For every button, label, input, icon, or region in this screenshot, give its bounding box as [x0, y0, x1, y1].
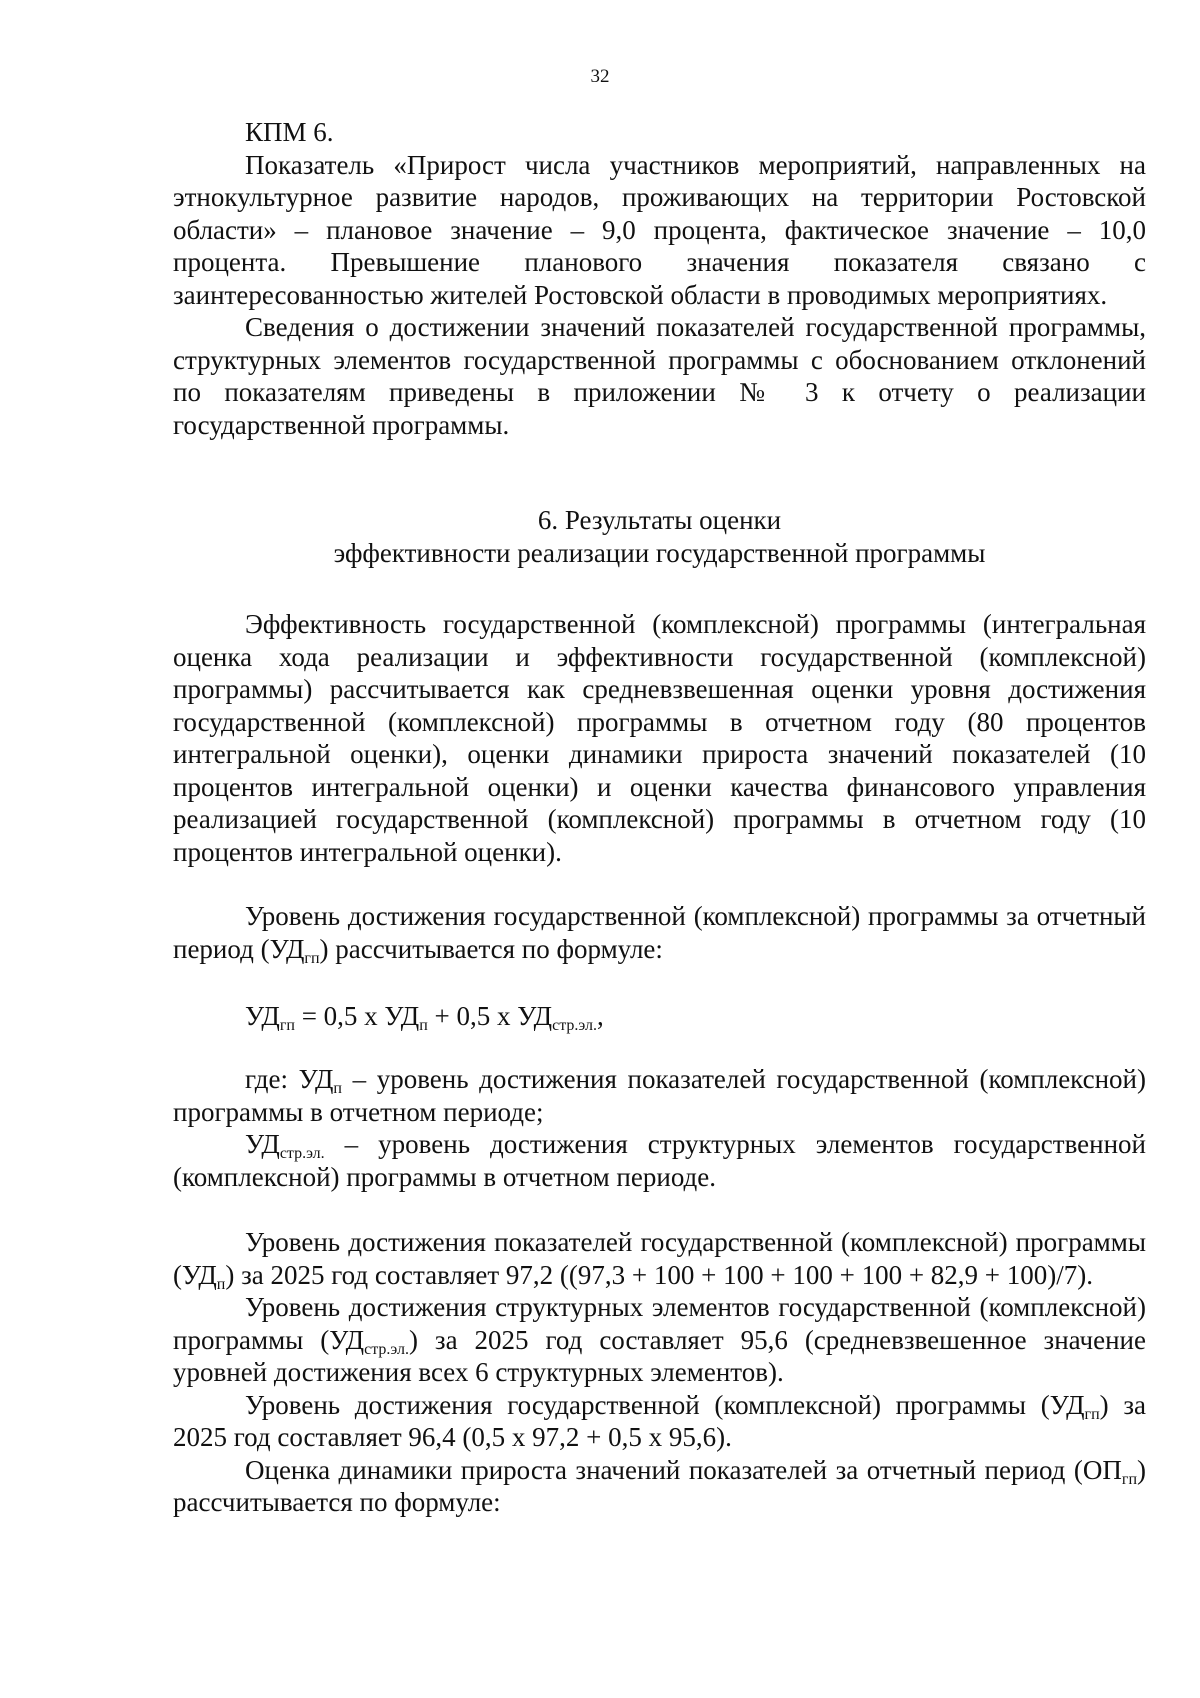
section-heading-line1: 6. Результаты оценки: [537, 505, 782, 535]
formula-part-a: УД: [245, 1001, 280, 1031]
where-sub-p: п: [333, 1080, 342, 1097]
kpm-block: [173, 116, 1146, 441]
ud-intro-text-a: Уровень достижения государственной (комплексной) программы за отчетный период (УД: [173, 901, 1146, 964]
efficiency-block: [173, 608, 1146, 868]
udgp-text-b: ) за 2025 год составляет 96,4 (0,5 х 97,2 + 0,5 х 95,6).: [173, 1389, 1147, 1452]
where-udp-paragraph: [173, 1063, 1146, 1128]
uds-text-a: Уровень достижения структурных элементов государственной (комплексной) программы (УД: [173, 1292, 1146, 1355]
udp-text-a: Уровень достижения показателей государственной (комплексной) программы (УД: [173, 1227, 1146, 1290]
formula-sub-p: п: [419, 1017, 428, 1034]
kpm-paragraph: Показатель «Прирост числа участников мероприятий, направленных на этнокультурное развитие народов, проживающих на территории Ростовской области» – плановое значение – 9,0 процента, фактическое значение – 10,0 процента. Превышение планового значения показателя связано с заинтересованностью жителей Ростовской области в проводимых мероприятиях.: [173, 149, 1146, 310]
where2-sub-strel: стр.эл.: [279, 1145, 325, 1162]
where-text-b: – уровень достижения показателей государственной (комплексной) программы в отчетном периоде;: [173, 1064, 1147, 1127]
formula-part-b: = 0,5 х УД: [294, 1001, 420, 1031]
formula-sub-gp: гп: [279, 1017, 295, 1034]
kpm-info-paragraph: Сведения о достижении значений показателей государственной программы, структурных элементов государственной программы с обоснованием отклонений по показателям приведены в приложении № 3 к отчету о реализации государственной программы.: [173, 312, 1146, 440]
udgp-sub-gp: гп: [1084, 1405, 1100, 1423]
page-number: 32: [590, 66, 610, 87]
efficiency-paragraph: Эффективность государственной (комплексной) программы (интегральная оценка хода реализации и эффективности государственной (комплексной) программы) рассчитывается как средневзвешенная оценки уровня достижения государственной (комплексной) программы в отчетном году (80 процентов интегральной оценки), оценки динамики прироста значений показателей (10 процентов интегральной оценки) и оценки качества финансового управления реализацией государственной (комплексной) программы в отчетном году (10 процентов интегральной оценки).: [173, 609, 1146, 867]
ud-intro-text-b: ) рассчитывается по формуле:: [319, 933, 663, 964]
ud-intro-block: [173, 900, 1146, 965]
results-block: [173, 1226, 1146, 1519]
where-uds-paragraph: [173, 1128, 1146, 1193]
where2-text-b: – уровень достижения структурных элементов государственной (комплексной) программы в отчетном периоде.: [173, 1129, 1146, 1192]
where2-text-a: УД: [245, 1129, 280, 1159]
section-heading: [173, 504, 1146, 570]
udgp-result-paragraph: [173, 1389, 1146, 1454]
formula-part-c: + 0,5 х УД: [427, 1001, 553, 1031]
udp-text-b: ) за 2025 год составляет 97,2 ((97,3 + 100 + 100 + 100 + 100 + 82,9 + 100)/7).: [225, 1259, 1094, 1290]
op-intro-paragraph: [173, 1454, 1146, 1519]
where-text-a: где: УД: [245, 1064, 334, 1094]
formula-block: [173, 1000, 1146, 1033]
ud-intro-paragraph: [173, 900, 1146, 965]
formula-ud: [173, 1000, 1146, 1033]
udp-result-paragraph: [173, 1226, 1146, 1291]
formula-part-d: ,: [596, 1001, 604, 1031]
op-text-a: Оценка динамики прироста значений показателей за отчетный период (ОП: [245, 1454, 1122, 1485]
op-sub-gp: гп: [1121, 1470, 1137, 1488]
uds-result-paragraph: [173, 1291, 1146, 1389]
where-block: [173, 1063, 1146, 1193]
uds-text-b: ) за 2025 год составляет 95,6 (средневзвешенное значение уровней достижения всех 6 структурных элементов).: [173, 1324, 1146, 1387]
sub-gp: гп: [304, 949, 320, 967]
op-text-b: ) рассчитывается по формуле:: [173, 1454, 1146, 1517]
udp-sub-p: п: [216, 1275, 226, 1293]
formula-sub-strel: стр.эл.: [552, 1017, 597, 1034]
uds-sub-strel: стр.эл.: [364, 1340, 409, 1358]
kpm-title: КПМ 6.: [245, 117, 334, 147]
udgp-text-a: Уровень достижения государственной (комплексной) программы (УД: [245, 1389, 1085, 1420]
section-heading-line2: эффективности реализации государственной программы: [333, 538, 986, 568]
